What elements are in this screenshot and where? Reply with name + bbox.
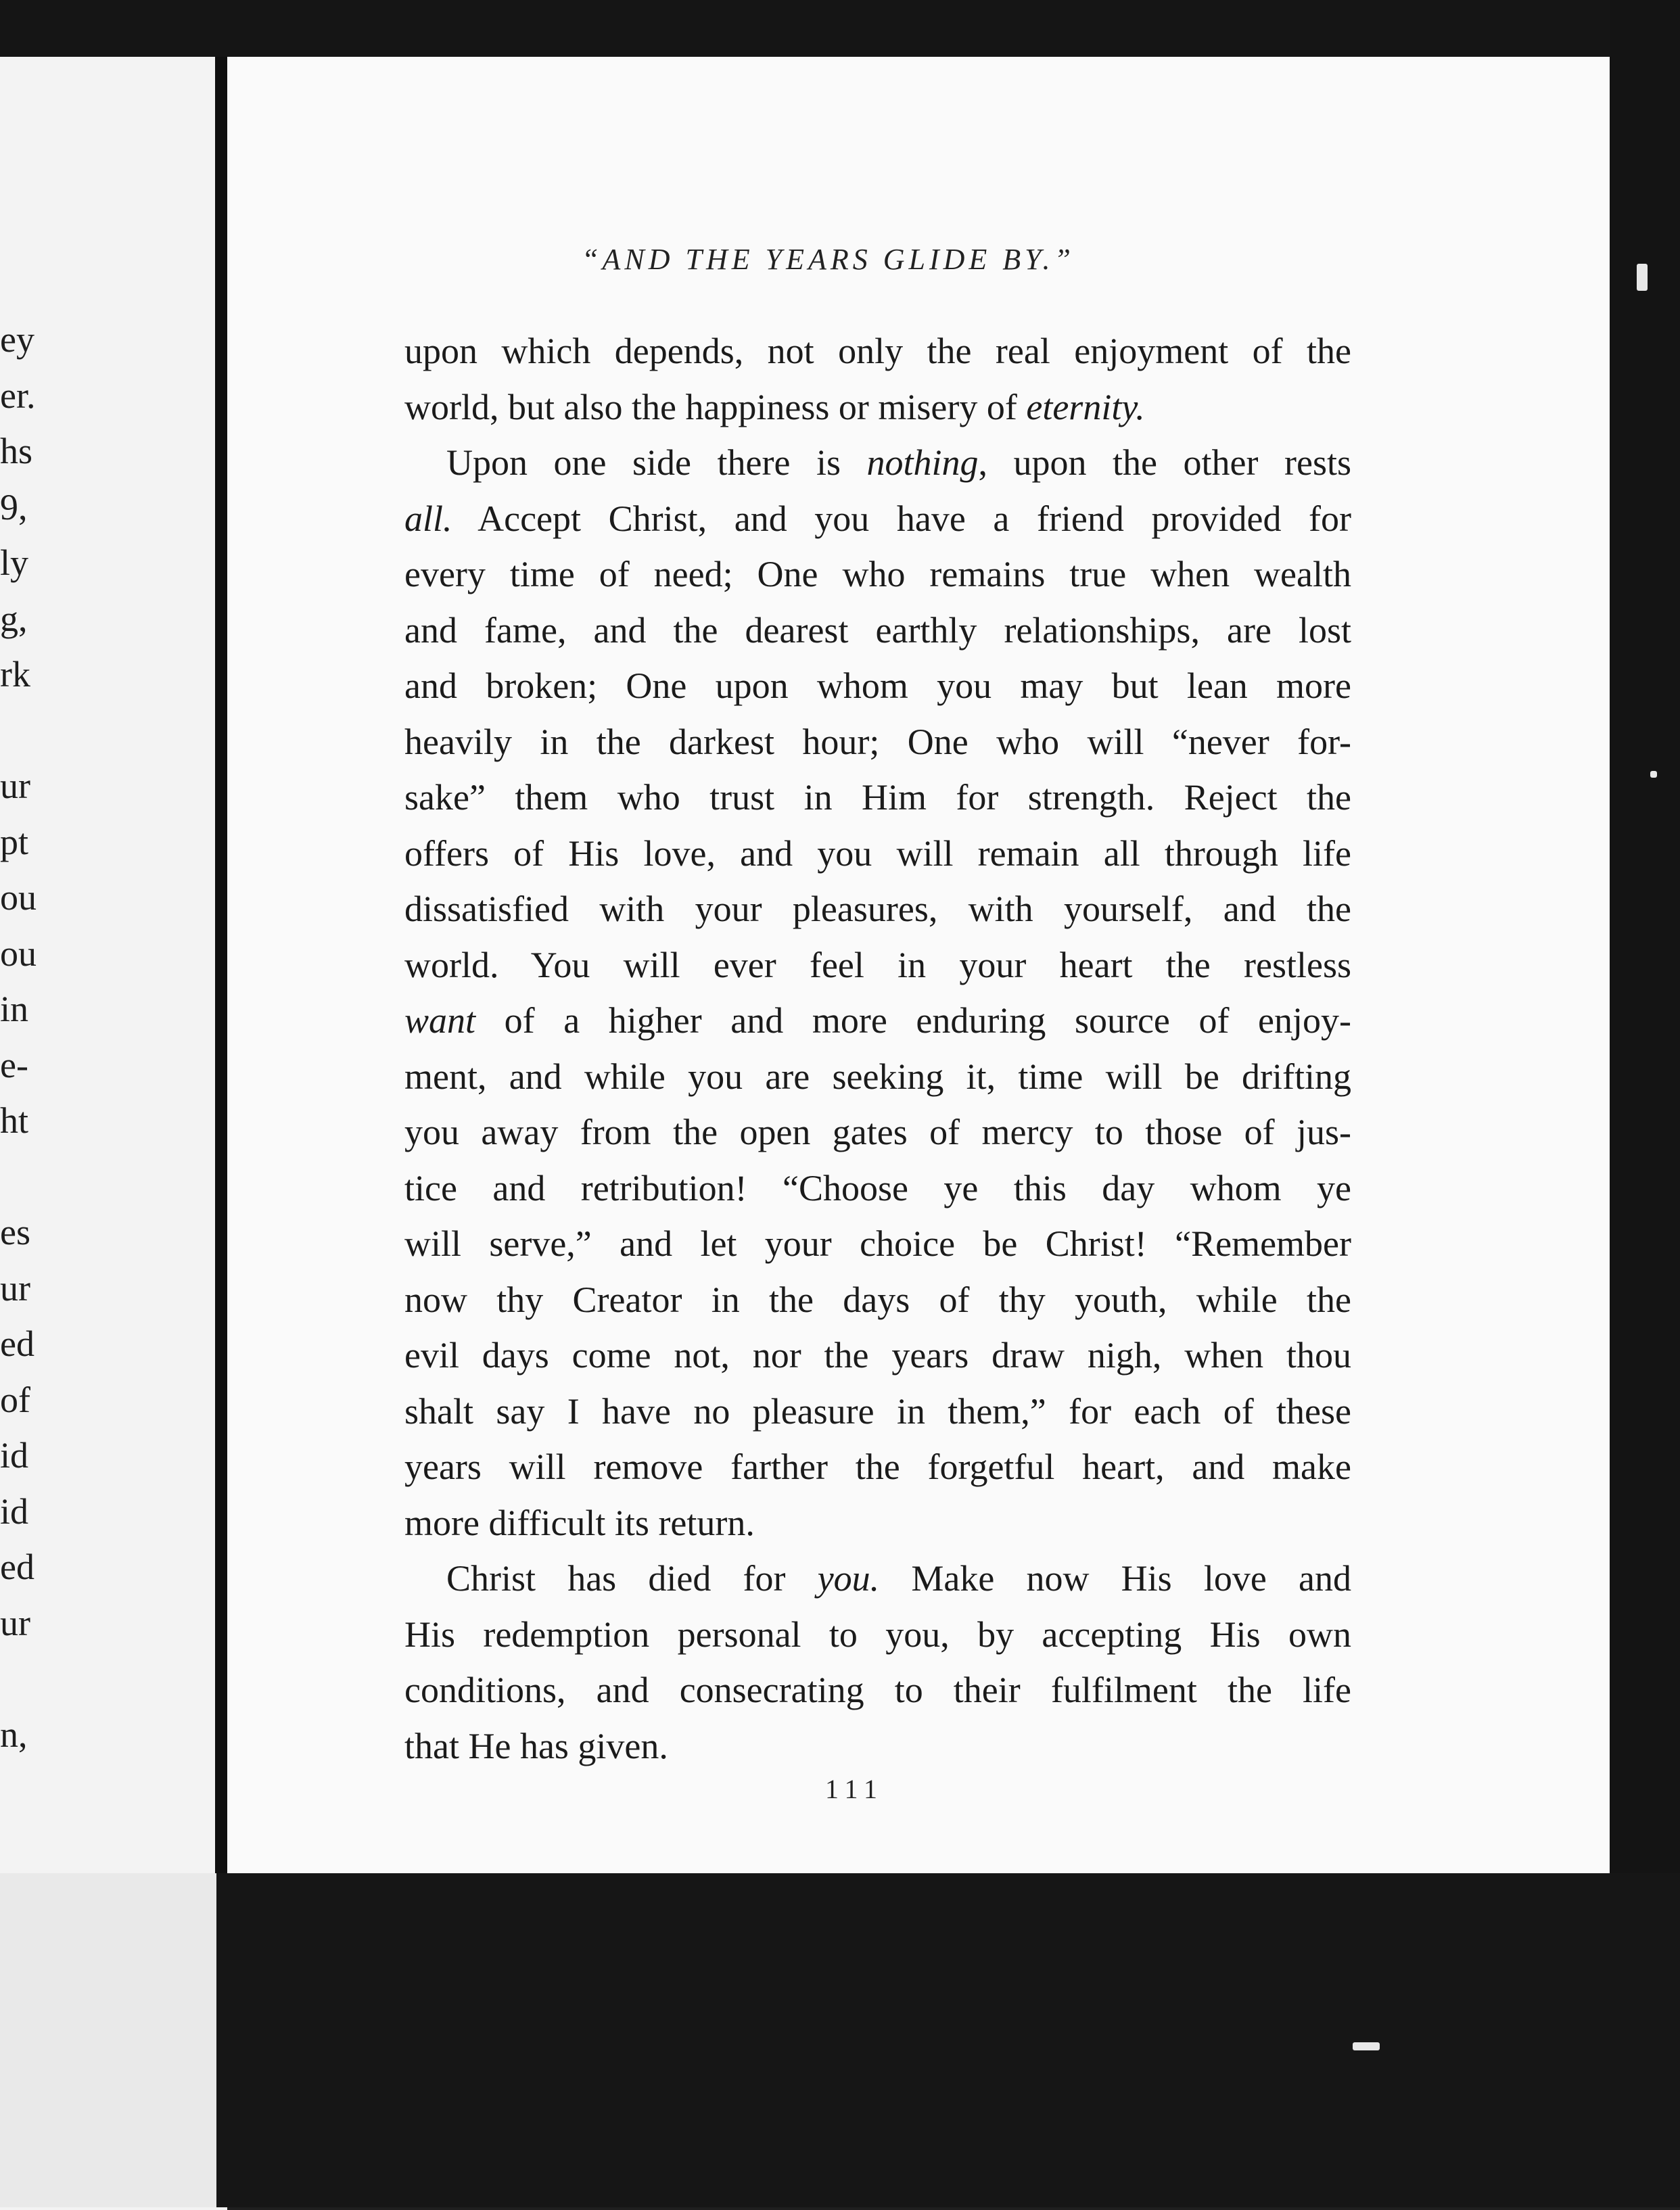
page-gutter: [215, 57, 227, 1883]
scan-speck: [1353, 2042, 1380, 2050]
previous-page-fragment: ht: [0, 1100, 29, 1141]
previous-page-fragment: ed: [0, 1323, 34, 1364]
previous-page-fragment: g,: [0, 598, 28, 639]
previous-page-fragment: pt: [0, 821, 29, 862]
scan-speck: [1650, 771, 1657, 778]
text-line: sake” them who trust in Him for strength. Reject the: [404, 777, 1351, 818]
scan-top-border: [0, 0, 1680, 57]
previous-page-fragment: es: [0, 1212, 30, 1252]
previous-page-fragment: er.: [0, 375, 36, 416]
emphasis: all.: [404, 498, 452, 539]
previous-page-fragment: ou: [0, 877, 37, 918]
text-line: will serve,” and let your choice be Christ! “Remember: [404, 1223, 1351, 1264]
running-head: “AND THE YEARS GLIDE BY.”: [582, 243, 1075, 276]
text-line: that He has given.: [404, 1725, 668, 1766]
previous-page-fragment: ur: [0, 1267, 30, 1309]
previous-page-fragment: hs: [0, 431, 33, 471]
scan-speck: [1637, 264, 1648, 291]
text-line: offers of His love, and you will remain all through life: [404, 832, 1351, 874]
text-line: you away from the open gates of mercy to those of jus-: [404, 1112, 1351, 1152]
previous-page-fragment: e-: [0, 1044, 28, 1085]
emphasis: you.: [817, 1558, 880, 1599]
text-line: Upon one side there is nothing, upon the other rests: [446, 442, 1352, 483]
text-line: His redemption personal to you, by accepting His own: [404, 1614, 1351, 1655]
text-line: tice and retribution! “Choose ye this day whom ye: [404, 1167, 1351, 1208]
text-line: world, but also the happiness or misery of eternity.: [404, 386, 1145, 427]
previous-page-bottom: [0, 1873, 216, 2207]
previous-page-fragment: ur: [0, 766, 30, 806]
scan-bottom-border: [216, 1873, 1680, 2207]
text-line: upon which depends, not only the real enjoyment of the: [404, 331, 1351, 371]
page-body-text: [404, 323, 1351, 1774]
text-line: and fame, and the dearest earthly relationships, are lost: [404, 609, 1351, 651]
previous-page-fragment: in: [0, 989, 29, 1029]
emphasis: eternity.: [1026, 386, 1145, 427]
text-line: all. Accept Christ, and you have a friend provided for: [404, 498, 1351, 539]
previous-page-fragment: ou: [0, 933, 37, 974]
text-line: world. You will ever feel in your heart the restless: [404, 944, 1351, 985]
text-line: want of a higher and more enduring source of enjoy-: [404, 1000, 1351, 1041]
emphasis: want: [404, 1000, 476, 1041]
text-line: and broken; One upon whom you may but lean more: [404, 665, 1351, 706]
previous-page-fragment: id: [0, 1490, 29, 1532]
text-line: years will remove farther the forgetful heart, and make: [404, 1447, 1351, 1487]
emphasis: nothing: [866, 442, 979, 483]
text-line: shalt say I have no pleasure in them,” for each of these: [404, 1390, 1351, 1432]
previous-page-fragment: of: [0, 1379, 30, 1420]
text-line: every time of need; One who remains true when wealth: [404, 554, 1351, 594]
text-line: ment, and while you are seeking it, time will be drifting: [404, 1056, 1351, 1097]
text-line: heavily in the darkest hour; One who will “never for-: [404, 721, 1351, 762]
previous-page-fragment: ly: [0, 542, 29, 583]
text-line: Christ has died for you. Make now His love and: [446, 1558, 1351, 1599]
text-line: now thy Creator in the days of thy youth, while the: [404, 1279, 1351, 1320]
previous-page-fragment: id: [0, 1435, 29, 1476]
text-line: conditions, and consecrating to their fulfilment the life: [404, 1670, 1351, 1710]
previous-page-fragment: 9,: [0, 486, 28, 527]
previous-page-fragment: n,: [0, 1714, 28, 1755]
text-line: evil days come not, nor the years draw nigh, when thou: [404, 1335, 1351, 1376]
previous-page-fragment: ey: [0, 319, 34, 360]
previous-page-fragment: ed: [0, 1547, 34, 1587]
previous-page-fragment: rk: [0, 654, 30, 695]
previous-page-fragment: ur: [0, 1602, 30, 1643]
text-line: more difficult its return.: [404, 1502, 755, 1543]
text-line: dissatisfied with your pleasures, with yourself, and the: [404, 889, 1351, 929]
page-number: 111: [825, 1774, 885, 1804]
